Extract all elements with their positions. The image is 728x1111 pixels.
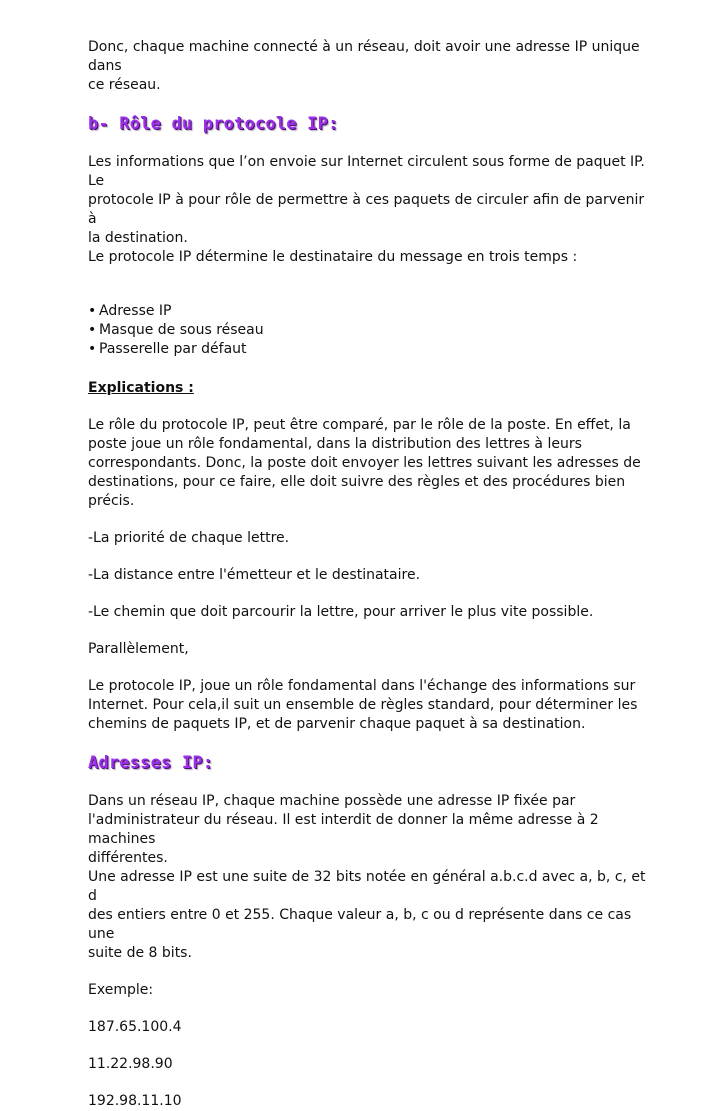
paragraph-line: chemins de paquets IP, et de parvenir chaque paquet à sa destination. <box>88 716 586 732</box>
list-item-label: Adresse IP <box>99 303 172 319</box>
bullet-icon: • <box>88 341 97 357</box>
role-paragraph <box>88 153 648 267</box>
list-item <box>88 340 648 359</box>
paragraph-line: correspondants. Donc, la poste doit envoyer les lettres suivant les adresses de <box>88 455 641 471</box>
explications-heading: Explications : <box>88 380 194 396</box>
paragraph-line: suite de 8 bits. <box>88 945 192 961</box>
section-heading-role: b- Rôle du protocole IP: <box>88 114 339 134</box>
section-heading-adresses: Adresses IP: <box>88 753 214 773</box>
paragraph-line: Le protocole IP détermine le destinataire du message en trois temps : <box>88 249 578 265</box>
list-item <box>88 302 648 321</box>
paragraph-line: Une adresse IP est une suite de 32 bits notée en général a.b.c.d avec a, b, c, et d <box>88 869 646 904</box>
paragraph-line: Le rôle du protocole IP, peut être comparé, par le rôle de la poste. En effet, la <box>88 417 631 433</box>
parallel-text: Parallèlement, <box>88 641 189 657</box>
list-item <box>88 321 648 340</box>
explication-item: -La distance entre l'émetteur et le destinataire. <box>88 567 421 583</box>
bullet-icon: • <box>88 303 97 319</box>
paragraph-line: différentes. <box>88 850 168 866</box>
paragraph-line: l'administrateur du réseau. Il est interdit de donner la même adresse à 2 machines <box>88 812 599 847</box>
explication-item: -La priorité de chaque lettre. <box>88 530 290 546</box>
list-item-label: Masque de sous réseau <box>99 322 264 338</box>
example-label: Exemple: <box>88 982 154 998</box>
example-ip: 11.22.98.90 <box>88 1056 173 1072</box>
intro-line: ce réseau. <box>88 77 161 93</box>
adresses-paragraph <box>88 792 648 963</box>
paragraph-line: Internet. Pour cela,il suit un ensemble de règles standard, pour déterminer les <box>88 697 638 713</box>
explications-paragraph <box>88 416 648 511</box>
paragraph-line: protocole IP à pour rôle de permettre à ces paquets de circuler afin de parvenir à <box>88 192 645 227</box>
paragraph-line: la destination. <box>88 230 188 246</box>
paragraph-line: Dans un réseau IP, chaque machine possède une adresse IP fixée par <box>88 793 576 809</box>
explications-paragraph-2 <box>88 677 648 734</box>
example-ip: 187.65.100.4 <box>88 1019 182 1035</box>
paragraph-line: précis. <box>88 493 135 509</box>
paragraph-line: Le protocole IP, joue un rôle fondamental dans l'échange des informations sur <box>88 678 636 694</box>
explication-item: -Le chemin que doit parcourir la lettre, pour arriver le plus vite possible. <box>88 604 594 620</box>
document-page <box>88 38 648 1111</box>
example-ip: 192.98.11.10 <box>88 1093 182 1109</box>
intro-line: Donc, chaque machine connecté à un réseau, doit avoir une adresse IP unique dans <box>88 39 640 74</box>
paragraph-line: poste joue un rôle fondamental, dans la distribution des lettres à leurs <box>88 436 582 452</box>
paragraph-line: destinations, pour ce faire, elle doit suivre des règles et des procédures bien <box>88 474 626 490</box>
list-item-label: Passerelle par défaut <box>99 341 247 357</box>
bullet-icon: • <box>88 322 97 338</box>
bullet-list <box>88 302 648 359</box>
paragraph-line: des entiers entre 0 et 255. Chaque valeur a, b, c ou d représente dans ce cas une <box>88 907 632 942</box>
paragraph-line: Les informations que l’on envoie sur Internet circulent sous forme de paquet IP. Le <box>88 154 645 189</box>
